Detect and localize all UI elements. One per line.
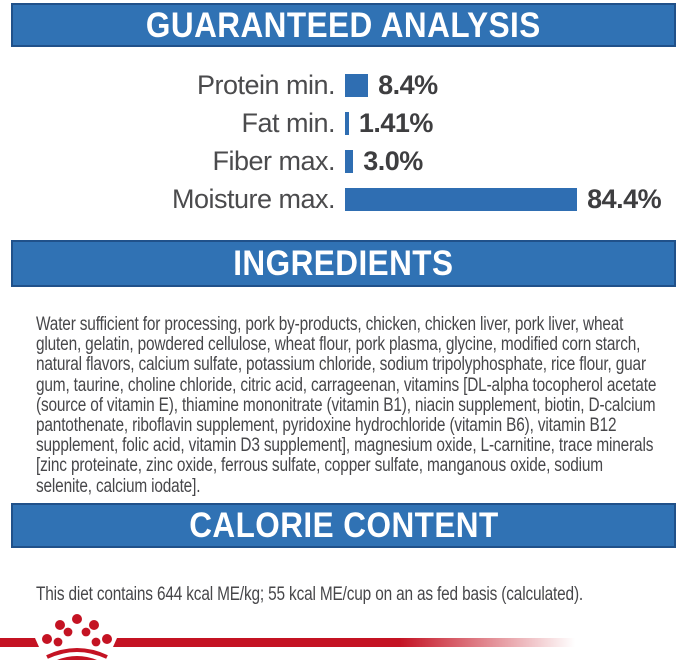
calorie-content-header (11, 503, 676, 548)
analysis-value: 84.4% (587, 183, 662, 214)
analysis-bar (345, 150, 353, 173)
analysis-row (0, 180, 679, 218)
analysis-bar (345, 188, 577, 211)
analysis-row (0, 143, 679, 181)
calorie-content-title: CALORIE CONTENT (188, 506, 499, 545)
analysis-bar (345, 74, 368, 97)
analysis-value: 8.4% (378, 70, 438, 101)
analysis-label: Protein min. (196, 70, 335, 101)
ingredients-title: INGREDIENTS (233, 244, 454, 283)
guaranteed-analysis-header (11, 3, 676, 47)
ingredients-header (11, 240, 676, 287)
analysis-row (0, 105, 679, 143)
brand-ribbon-left (0, 638, 39, 647)
analysis-value: 1.41% (358, 108, 433, 139)
guaranteed-analysis-chart (0, 67, 679, 218)
ingredients-text: Water sufficient for processing, pork by-products, chicken, chicken liver, pork liver, wheat gluten, gelatin, powdered cellulose, wheat flour, pork plasma, glycine, modified corn starch, natural flavors, calcium sulfate, potassium chloride, sodium tripolyphosphate, rice flour, guar gum, taurine, choline chloride, citric acid, carrageenan, vitamins [DL-alpha tocopherol acetate (source of vitamin E), thiamine mononitrate (vitamin B1), niacin supplement, biotin, D-calcium pantothenate, riboflavin supplement, pyridoxine hydrochloride (vitamin B6), vitamin B12 supplement, folic acid, vitamin D3 supplement], magnesium oxide, L-carnitine, trace minerals [zinc proteinate, zinc oxide, ferrous sulfate, copper sulfate, manganous oxide, sodium selenite, calcium iodate]. (36, 314, 657, 497)
calorie-content-text: This diet contains 644 kcal ME/kg; 55 kcal ME/cup on an as fed basis (calculated). (36, 584, 584, 605)
analysis-value: 3.0% (363, 145, 423, 176)
analysis-label: Moisture max. (171, 183, 335, 214)
guaranteed-analysis-title: GUARANTEED ANALYSIS (146, 5, 541, 45)
brand-ribbon-right (113, 638, 575, 647)
analysis-row (0, 67, 679, 105)
analysis-label: Fat min. (241, 108, 335, 139)
analysis-bar (345, 112, 349, 135)
royal-canin-crown-logo-icon (38, 611, 116, 660)
analysis-label: Fiber max. (212, 145, 335, 176)
